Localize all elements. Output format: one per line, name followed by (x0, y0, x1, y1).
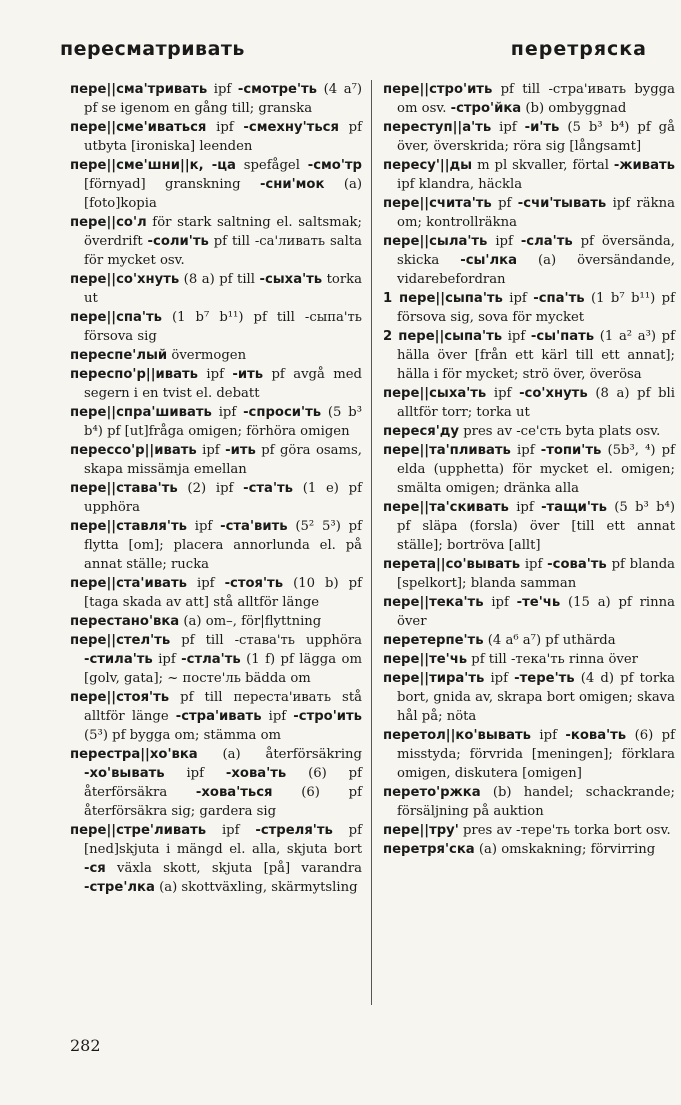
definition-text: (6) pf återförsäkra sig; gardera sig (84, 785, 362, 819)
definition-text: ipf (164, 766, 226, 781)
headword: переся'ду (383, 424, 460, 439)
headword: пере||счита'ть (383, 196, 492, 211)
headword: -сы'лка (460, 253, 517, 268)
headword: пере||стел'ть (70, 633, 171, 648)
headword: -стро'йка (450, 101, 522, 116)
headword: -тере'ть (514, 671, 575, 686)
headword: пере||сме'иваться (70, 120, 207, 135)
headword: -сыха'ть (259, 272, 323, 287)
page-header (60, 38, 647, 68)
headword: пере||те'чь (383, 652, 468, 667)
headword: перета||со'вывать (383, 557, 521, 572)
headword: -со'хнуть (519, 386, 588, 401)
headword: пере||стро'ить (383, 82, 493, 97)
definition-text: (15 a) pf rinna över (397, 595, 675, 629)
headword: -стра'ивать (175, 709, 262, 724)
definition-text: ipf (508, 500, 542, 515)
headword: перетерпе'ть (383, 633, 484, 648)
dictionary-entry (383, 289, 675, 327)
definition-text: (5³) pf bygga om; stämma om (84, 728, 282, 743)
headword: перестано'вка (70, 614, 180, 629)
dictionary-entry (383, 80, 675, 118)
headword: пере||става'ть (70, 481, 178, 496)
dictionary-entry (70, 213, 362, 270)
dictionary-entry (70, 308, 362, 346)
definition-text: (4 a⁷) pf se igenom en gång till; granska (84, 82, 362, 116)
definition-text: pres av -тере'ть torka bort osv. (458, 823, 671, 838)
dictionary-entry (70, 745, 362, 821)
headword: перессо'р||ивать (70, 443, 197, 458)
definition-text: ipf (196, 443, 226, 458)
headword: пере||ставля'ть (70, 519, 187, 534)
dictionary-entry (70, 365, 362, 403)
definition-text: ipf (483, 595, 517, 610)
headword: пере||та'пливать (383, 443, 511, 458)
headword: -стре'лка (84, 880, 155, 895)
headword: -топи'ть (540, 443, 602, 458)
column-divider (371, 80, 372, 1005)
headword: -тащи'ть (541, 500, 607, 515)
definition-text: pf till -тека'ть rinna över (467, 652, 638, 667)
definition-text: torka ut (84, 272, 362, 306)
headword: -спроси'ть (243, 405, 322, 420)
definition-text: (8 a) pf till (179, 272, 260, 287)
definition-text: ipf (502, 291, 534, 306)
dictionary-entry (383, 840, 675, 859)
dictionary-entry (383, 422, 675, 441)
definition-text: (4 a⁶ a⁷) pf uthärda (483, 633, 616, 648)
headword: -ить (232, 367, 264, 382)
headword: -сни'мок (259, 177, 325, 192)
headword: -хо'вывать (84, 766, 165, 781)
definition-text: pf göra osams, skapa missämja emellan (84, 443, 362, 477)
definition-text: ipf räkna om; kontrollräkna (397, 196, 675, 230)
dictionary-entry (383, 194, 675, 232)
dictionary-entry (383, 555, 675, 593)
definition-text: (a) återförsäkring (197, 747, 362, 762)
headword: -сы'пать (530, 329, 595, 344)
definition-text: pf till переста'ивать stå alltför länge (84, 690, 362, 724)
definition-text: (5² 5³) pf flytta [om]; placera annorlunda el. på annat ställe; rucka (84, 519, 362, 572)
dictionary-entry (383, 821, 675, 840)
headword: -стреля'ть (255, 823, 333, 838)
headword: -сла'ть (520, 234, 573, 249)
headword: -стила'ть (84, 652, 153, 667)
definition-text: (4 d) pf torka bort, gnida av, skrapa bort omigen; skava hål på; nöta (397, 671, 675, 724)
headword: -и'ть (524, 120, 560, 135)
definition-text: ipf (198, 367, 233, 382)
headword: переспо'р||ивать (70, 367, 199, 382)
definition-text: pf översända, skicka (397, 234, 675, 268)
headword: пере||тека'ть (383, 595, 484, 610)
headword: -ить (225, 443, 256, 458)
headword: перето'ржка (383, 785, 481, 800)
headword: -сова'ть (547, 557, 607, 572)
headword: -хова'ть (225, 766, 287, 781)
headword: пере||та'скивать (383, 500, 509, 515)
headword: -стла'ть (181, 652, 241, 667)
definition-text: (a) [foto]kopia (84, 177, 362, 211)
dictionary-entry (383, 593, 675, 631)
dictionary-entry (383, 650, 675, 669)
definition-text: ipf (487, 234, 521, 249)
definition-text: pf avgå med segern i en tvist el. debatt (84, 367, 362, 401)
right-column (383, 80, 675, 859)
definition-text: (a) omskakning; förvirring (474, 842, 656, 857)
headword: пере||со'хнуть (70, 272, 180, 287)
definition-text: ipf (491, 120, 525, 135)
definition-text: pf (491, 196, 518, 211)
definition-text: ipf (510, 443, 541, 458)
definition-text: (a) översändande, vidarebefordran (397, 253, 675, 287)
headword: 1 пере||сыпа'ть (383, 291, 503, 306)
headword: пере||сма'тривать (70, 82, 208, 97)
headword: пере||сыха'ть (383, 386, 487, 401)
headword: перетря'ска (383, 842, 475, 857)
definition-text: (2) ipf (177, 481, 244, 496)
headword: -счи'тывать (517, 196, 607, 211)
headword: -смотре'ть (237, 82, 318, 97)
headword: переспе'лый (70, 348, 168, 363)
definition-text: ipf klandra, häckla (397, 177, 523, 192)
dictionary-entry (70, 118, 362, 156)
definition-text: (a) om–, för|flyttning (179, 614, 322, 629)
page-number: 282 (70, 1036, 101, 1055)
definition-text: pf utbyta [ironiska] leenden (84, 120, 362, 154)
headword: пере||спра'шивать (70, 405, 212, 420)
definition-text: [förnyad] granskning (84, 177, 260, 192)
dictionary-entry (70, 631, 362, 688)
headword: пере||тру' (383, 823, 459, 838)
definition-text: för stark saltning el. saltsmak; överdrift (84, 215, 362, 249)
headword: перестра||хо'вка (70, 747, 198, 762)
headword: пере||сыла'ть (383, 234, 488, 249)
headword: -ся (84, 861, 106, 876)
definition-text: (1 e) pf upphöra (84, 481, 362, 515)
headword: пере||тира'ть (383, 671, 485, 686)
dictionary-entry (70, 156, 362, 213)
definition-text: (b) handel; schackrande; försäljning på auktion (397, 785, 675, 819)
definition-text: pf blanda [spelkort]; blanda samman (397, 557, 675, 591)
definition-text: (a) skottväxling, skärmytsling (154, 880, 358, 895)
dictionary-entry (383, 726, 675, 783)
definition-text: ipf (207, 82, 238, 97)
definition-text: (5 b³ b⁴) pf [ut]fråga omigen; förhöra omigen (84, 405, 362, 439)
headword: перетол||ко'вывать (383, 728, 531, 743)
definition-text: spefågel (235, 158, 308, 173)
headword: пере||стре'ливать (70, 823, 207, 838)
definition-text: (5b³, ⁴) pf elda (upphetta) för mycket el. omigen; smälta omigen; dränka alla (397, 443, 675, 496)
definition-text: ipf (502, 329, 531, 344)
dictionary-entry (70, 346, 362, 365)
definition-text: växla skott, skjuta [på] varandra (105, 861, 362, 876)
header-right-guideword: перетряска (510, 38, 647, 60)
headword: -соли'ть (147, 234, 209, 249)
definition-text: ipf (484, 671, 515, 686)
headword: пере||стоя'ть (70, 690, 170, 705)
headword: -кова'ть (565, 728, 627, 743)
headword: -смехну'ться (243, 120, 339, 135)
definition-text: pf till -става'ть upphöra (170, 633, 362, 648)
dictionary-entry (383, 669, 675, 726)
definition-text: (5 b³ b⁴) pf gå över, överskrida; röra sig [långsamt] (397, 120, 675, 154)
left-column (70, 80, 362, 897)
definition-text: pres av -се'сть byta plats osv. (459, 424, 661, 439)
dictionary-entry (383, 783, 675, 821)
headword: -живать (613, 158, 675, 173)
definition-text: (8 a) pf bli alltför torr; torka ut (397, 386, 675, 420)
definition-text: ipf (186, 519, 221, 534)
definition-text: (6) pf återförsäkra (84, 766, 362, 800)
definition-text: pf till -стра'ивать bygga om osv. (397, 82, 675, 116)
headword: -спа'ть (533, 291, 585, 306)
definition-text: pf [ned]skjuta i mängd el. alla, skjuta bort (84, 823, 362, 857)
definition-text: (1 a² a³) pf hälla över [från ett kärl till ett annat]; hälla i för mycket; strö över, överösa (397, 329, 675, 382)
definition-text: (1 b⁷ b¹¹) pf till -сыпа'ть försova sig (84, 310, 362, 344)
dictionary-entry (383, 498, 675, 555)
headword: пере||со'л (70, 215, 147, 230)
dictionary-entry (70, 479, 362, 517)
headword: -смо'тр (307, 158, 362, 173)
dictionary-entry (383, 232, 675, 289)
definition-text: (1 b⁷ b¹¹) pf försova sig, sova för mycket (397, 291, 675, 325)
dictionary-entry (70, 270, 362, 308)
definition-text: (1 f) pf lägga om [golv, gata]; ~ посте'ль bädda om (84, 652, 362, 686)
dictionary-entry (70, 441, 362, 479)
headword: пере||спа'ть (70, 310, 162, 325)
headword: -ста'вить (220, 519, 288, 534)
definition-text: ipf (186, 576, 225, 591)
headword: переступ||а'ть (383, 120, 492, 135)
headword: пере||ста'ивать (70, 576, 187, 591)
dictionary-entry (70, 612, 362, 631)
definition-text: ipf (520, 557, 548, 572)
dictionary-entry (70, 688, 362, 745)
headword: пере||сме'шни||к, -ца (70, 158, 236, 173)
headword: -те'чь (516, 595, 561, 610)
definition-text: ipf (206, 120, 244, 135)
definition-text: m pl skvaller, förtal (472, 158, 614, 173)
headword: -стоя'ть (224, 576, 284, 591)
definition-text: ipf (206, 823, 256, 838)
dictionary-entry (383, 631, 675, 650)
definition-text: (10 b) pf [taga skada av att] stå alltför länge (84, 576, 362, 610)
headword: 2 пере||сыпа'ть (383, 329, 503, 344)
dictionary-entry (383, 156, 675, 194)
dictionary-entry (70, 517, 362, 574)
definition-text: ipf (211, 405, 244, 420)
dictionary-entry (70, 821, 362, 897)
dictionary-entry (383, 441, 675, 498)
dictionary-entry (383, 118, 675, 156)
header-left-guideword: пересматривать (60, 38, 245, 60)
headword: -хова'ться (195, 785, 273, 800)
dictionary-entry (70, 574, 362, 612)
definition-text: ipf (261, 709, 294, 724)
definition-text: ipf (152, 652, 182, 667)
definition-text: ipf (486, 386, 520, 401)
dictionary-entry (70, 403, 362, 441)
headword: пересу'||ды (383, 158, 473, 173)
dictionary-entry (383, 327, 675, 384)
definition-text: övermogen (167, 348, 247, 363)
definition-text: (5 b³ b⁴) pf släpa (forsla) över [till ett annat ställe]; bortröva [allt] (397, 500, 675, 553)
definition-text: (6) pf misstyda; förvrida [meningen]; förklara omigen, diskutera [omigen] (397, 728, 675, 781)
definition-text: pf till -са'ливать salta för mycket osv. (84, 234, 362, 268)
definition-text: (b) ombyggnad (521, 101, 627, 116)
dictionary-entry (70, 80, 362, 118)
headword: -ста'ть (243, 481, 293, 496)
dictionary-entry (383, 384, 675, 422)
definition-text: ipf (530, 728, 566, 743)
headword: -стро'ить (293, 709, 362, 724)
